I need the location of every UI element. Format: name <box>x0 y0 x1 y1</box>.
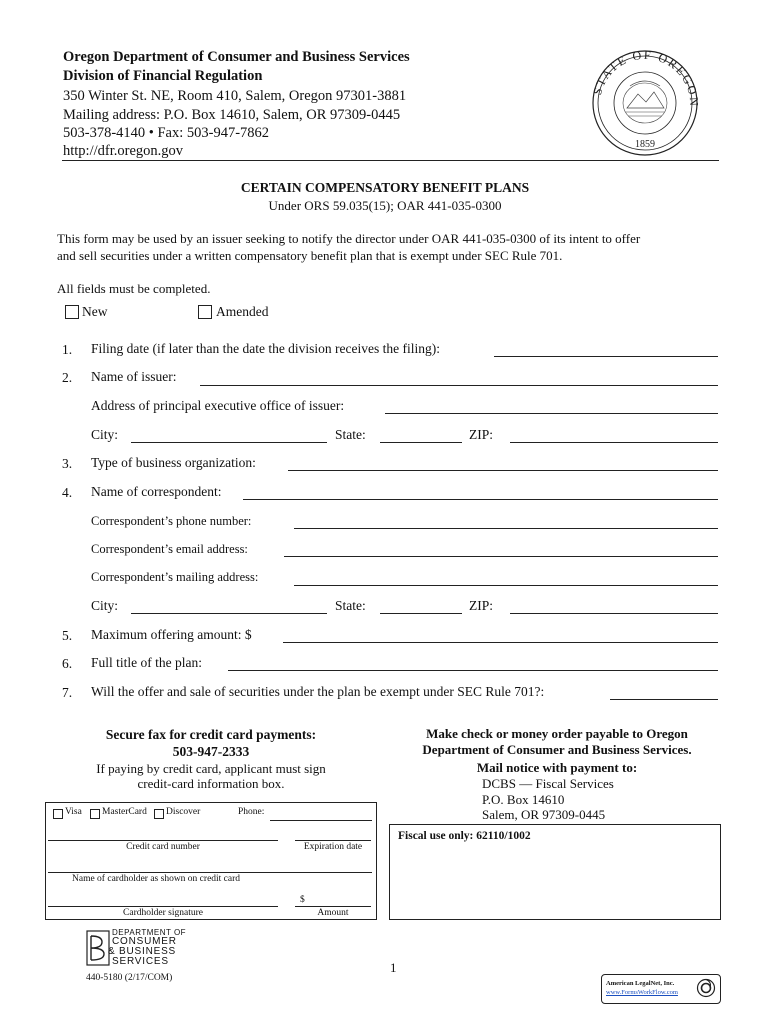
issuer-city-label: City: <box>91 427 119 442</box>
expiration-label: Expiration date <box>303 842 363 852</box>
new-label: New <box>82 304 108 319</box>
logo-line-3: & BUSINESS <box>108 946 177 957</box>
street-address: 350 Winter St. NE, Room 410, Salem, Oregon 97301-3881 <box>63 88 407 104</box>
item-number: 5. <box>62 628 73 643</box>
required-note: All fields must be completed. <box>57 281 211 296</box>
form-number: 440-5180 (2/17/COM) <box>86 973 173 983</box>
correspondent-phone-field[interactable] <box>294 528 718 529</box>
item-number: 6. <box>62 656 73 671</box>
max-offering-label: Maximum offering amount: $ <box>91 627 252 642</box>
expiration-field[interactable] <box>295 840 371 841</box>
amended-checkbox[interactable] <box>198 305 212 319</box>
item-number: 4. <box>62 485 73 500</box>
amount-label: Amount <box>317 908 349 918</box>
mail-notice-title: Mail notice with payment to: <box>476 760 638 775</box>
correspondent-state-label: State: <box>335 598 366 613</box>
correspondent-mailing-field[interactable] <box>294 585 718 586</box>
plan-title-label: Full title of the plan: <box>91 655 202 670</box>
amended-label: Amended <box>216 304 269 319</box>
correspondent-email-field[interactable] <box>284 556 718 557</box>
signature-label: Cardholder signature <box>123 908 203 918</box>
dcbs-logo-icon <box>86 930 110 966</box>
dollar-sign: $ <box>300 895 305 905</box>
visa-label: Visa <box>65 807 82 817</box>
intro-line-2: and sell securities under a written compensatory benefit plan that is exempt under SEC Rule 701. <box>57 248 563 263</box>
website: http://dfr.oregon.gov <box>63 143 184 159</box>
issuer-zip-field[interactable] <box>510 442 718 443</box>
secure-fax-number: 503-947-2333 <box>172 744 250 759</box>
form-subtitle: Under ORS 59.035(15); OAR 441-035-0300 <box>268 198 502 213</box>
phone-fax: 503-378-4140 • Fax: 503-947-7862 <box>63 125 270 141</box>
brand-name: American LegalNet, Inc. <box>606 980 675 987</box>
issuer-name-field[interactable] <box>200 385 718 386</box>
correspondent-city-field[interactable] <box>131 613 327 614</box>
correspondent-email-label: Correspondent’s email address: <box>91 542 248 556</box>
business-type-label: Type of business organization: <box>91 455 256 470</box>
state-seal-icon <box>580 46 710 158</box>
new-checkbox[interactable] <box>65 305 79 319</box>
cc-phone-field[interactable] <box>270 820 372 821</box>
max-offering-field[interactable] <box>283 642 718 643</box>
phone-label: Phone: <box>238 807 265 817</box>
card-number-label: Credit card number <box>126 842 200 852</box>
page-number: 1 <box>390 960 397 975</box>
header-rule <box>62 160 719 161</box>
mail-address-1: DCBS — Fiscal Services <box>482 776 614 791</box>
brand-logo-icon <box>696 977 716 999</box>
rule-701-label: Will the offer and sale of securities under the plan be exempt under SEC Rule 701?: <box>91 684 545 699</box>
issuer-state-label: State: <box>335 427 366 442</box>
filing-date-field[interactable] <box>494 356 718 357</box>
item-number: 2. <box>62 370 73 385</box>
item-number: 7. <box>62 685 73 700</box>
rule-701-field[interactable] <box>610 699 718 700</box>
correspondent-state-field[interactable] <box>380 613 462 614</box>
issuer-address-label: Address of principal executive office of issuer: <box>91 398 345 413</box>
item-number: 1. <box>62 342 73 357</box>
issuer-name-label: Name of issuer: <box>91 369 177 384</box>
credit-card-note-1: If paying by credit card, applicant must sign <box>96 761 326 776</box>
brand-link[interactable]: www.FormsWorkFlow.com <box>606 989 678 996</box>
cardholder-name-field[interactable] <box>48 872 372 873</box>
secure-fax-title: Secure fax for credit card payments: <box>105 727 317 742</box>
mail-address-2: P.O. Box 14610 <box>482 792 565 807</box>
cardholder-name-label: Name of cardholder as shown on credit card <box>72 874 241 884</box>
agency-name: Oregon Department of Consumer and Business Services <box>63 49 410 65</box>
visa-checkbox[interactable] <box>53 809 63 819</box>
seal-year: 1859 <box>635 139 655 150</box>
mastercard-checkbox[interactable] <box>90 809 100 819</box>
logo-line-4: SERVICES <box>112 956 169 967</box>
check-payable-2: Department of Consumer and Business Services. <box>422 742 692 757</box>
intro-line-1: This form may be used by an issuer seeking to notify the director under OAR 441-035-0300 of its intent to offer <box>57 231 641 246</box>
correspondent-phone-label: Correspondent’s phone number: <box>91 514 252 528</box>
correspondent-zip-field[interactable] <box>510 613 718 614</box>
card-number-field[interactable] <box>48 840 278 841</box>
mastercard-label: MasterCard <box>102 807 147 817</box>
credit-card-note-2: credit-card information box. <box>137 776 285 791</box>
logo-line-1: DEPARTMENT OF <box>112 928 187 937</box>
form-title: CERTAIN COMPENSATORY BENEFIT PLANS <box>240 180 530 195</box>
fiscal-label: Fiscal use only: 62110/1002 <box>398 830 531 842</box>
issuer-address-field[interactable] <box>385 413 718 414</box>
mailing-address: Mailing address: P.O. Box 14610, Salem, OR 97309-0445 <box>63 107 401 123</box>
discover-checkbox[interactable] <box>154 809 164 819</box>
issuer-zip-label: ZIP: <box>469 427 494 442</box>
amount-field[interactable] <box>295 906 371 907</box>
seal-text: STATE OF OREGON <box>590 47 702 108</box>
correspondent-name-field[interactable] <box>243 499 718 500</box>
issuer-state-field[interactable] <box>380 442 462 443</box>
logo-line-2: CONSUMER <box>112 936 177 947</box>
item-number: 3. <box>62 456 73 471</box>
filing-date-label: Filing date (if later than the date the division receives the filing): <box>91 341 441 356</box>
correspondent-name-label: Name of correspondent: <box>91 484 222 499</box>
issuer-city-field[interactable] <box>131 442 327 443</box>
plan-title-field[interactable] <box>228 670 718 671</box>
correspondent-mailing-label: Correspondent’s mailing address: <box>91 570 259 584</box>
discover-label: Discover <box>166 807 201 817</box>
correspondent-city-label: City: <box>91 598 119 613</box>
check-payable-1: Make check or money order payable to Oregon <box>426 726 688 741</box>
mail-address-3: Salem, OR 97309-0445 <box>482 807 606 822</box>
correspondent-zip-label: ZIP: <box>469 598 494 613</box>
svg-text:STATE OF OREGON <box>590 48 701 108</box>
business-type-field[interactable] <box>288 470 718 471</box>
signature-field[interactable] <box>48 906 278 907</box>
division-name: Division of Financial Regulation <box>63 68 263 84</box>
